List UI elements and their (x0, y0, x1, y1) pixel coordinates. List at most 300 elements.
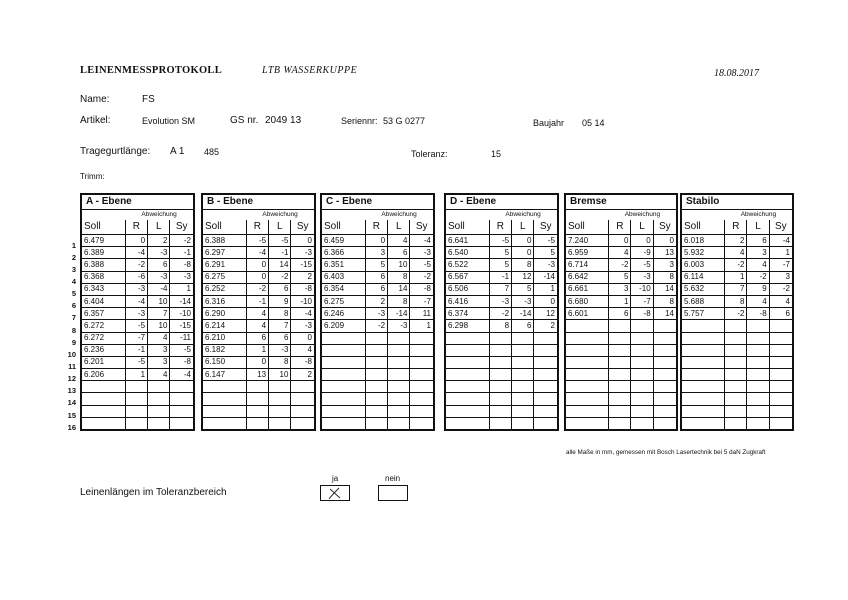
tolerance-value: 15 (491, 149, 502, 159)
table-cell: -3 (534, 259, 558, 271)
column-header: Soll (82, 220, 126, 235)
table-cell: -3 (269, 344, 291, 356)
column-header: Sy (291, 220, 315, 235)
table-cell (489, 393, 511, 405)
table-row (82, 332, 194, 344)
table-cell (682, 344, 725, 356)
table-cell (446, 381, 490, 393)
table-cell: 6.389 (82, 247, 126, 259)
table-row (322, 381, 434, 393)
column-header: Sy (534, 220, 558, 235)
table-cell: 6.354 (322, 283, 366, 295)
table-cell: 8 (512, 259, 534, 271)
table-row (566, 393, 677, 405)
table-cell (246, 405, 268, 417)
column-header: L (512, 220, 534, 235)
table-cell (322, 393, 366, 405)
table-cell: 0 (365, 235, 387, 247)
table-cell: 2 (148, 235, 170, 247)
table-cell (609, 405, 631, 417)
table-cell: -2 (410, 271, 434, 283)
table-cell: -3 (388, 320, 410, 332)
table-cell: -2 (725, 259, 747, 271)
table-cell: 6.003 (682, 259, 725, 271)
table-cell (769, 381, 792, 393)
table-cell (269, 381, 291, 393)
table-cell (410, 417, 434, 429)
table-cell (747, 381, 769, 393)
table-cell: -3 (125, 308, 147, 320)
table-row (203, 332, 315, 344)
table-cell (653, 320, 676, 332)
table-cell: 6.459 (322, 235, 366, 247)
table-row (446, 308, 558, 320)
table-cell: 0 (246, 356, 268, 368)
column-header: Sy (653, 220, 676, 235)
table-cell: 6.388 (82, 259, 126, 271)
table-cell: -11 (170, 332, 194, 344)
ja-checkbox[interactable] (320, 485, 350, 501)
table-row (566, 235, 677, 247)
table-cell: -4 (410, 235, 434, 247)
name-value: FS (142, 94, 155, 105)
table-row (682, 320, 793, 332)
table-cell: 6.214 (203, 320, 247, 332)
table-cell: -10 (631, 283, 653, 295)
column-header: Soll (446, 220, 490, 235)
table-cell (609, 320, 631, 332)
table-cell (322, 332, 366, 344)
table-cell: 14 (388, 283, 410, 295)
year-value: 05 14 (582, 118, 605, 128)
table-cell: -2 (365, 320, 387, 332)
table-cell (769, 356, 792, 368)
table-cell (631, 369, 653, 381)
table-cell (365, 405, 387, 417)
table-row (446, 332, 558, 344)
ja-label: ja (332, 474, 339, 483)
table-cell (725, 369, 747, 381)
deviation-label: Abweichung (365, 210, 433, 221)
column-header: R (609, 220, 631, 235)
nein-label: nein (385, 474, 401, 483)
table-cell (148, 417, 170, 429)
table-cell (246, 417, 268, 429)
table-row (203, 405, 315, 417)
table-row (682, 417, 793, 429)
table-cell (388, 405, 410, 417)
table-cell: 1 (725, 271, 747, 283)
table-row (682, 369, 793, 381)
table-cell: -1 (246, 295, 268, 307)
table-cell: -3 (148, 247, 170, 259)
table-cell: -1 (269, 247, 291, 259)
column-header: Soll (322, 220, 366, 235)
table-cell (769, 320, 792, 332)
table-cell (170, 417, 194, 429)
table-cell: 5.932 (682, 247, 725, 259)
table-cell (631, 320, 653, 332)
table-cell (653, 381, 676, 393)
table-row (446, 344, 558, 356)
row-number: 15 (67, 410, 76, 420)
table-row (682, 295, 793, 307)
table-cell (82, 393, 126, 405)
table-cell: 8 (489, 320, 511, 332)
table-cell: -2 (609, 259, 631, 271)
table-cell (365, 381, 387, 393)
table-cell (609, 369, 631, 381)
table-row (682, 393, 793, 405)
table-cell: 6 (512, 320, 534, 332)
table-cell (269, 393, 291, 405)
table-cell: -3 (631, 271, 653, 283)
table-cell: -8 (410, 283, 434, 295)
table-row (203, 271, 315, 283)
table-cell (747, 344, 769, 356)
table-cell: 6.316 (203, 295, 247, 307)
table-cell: 9 (747, 283, 769, 295)
column-header: R (365, 220, 387, 235)
table-row (682, 247, 793, 259)
table-row (566, 332, 677, 344)
table-cell: 11 (410, 308, 434, 320)
table-cell: 7 (148, 308, 170, 320)
table-cell (534, 381, 558, 393)
nein-checkbox[interactable] (378, 485, 408, 501)
table-row (82, 369, 194, 381)
table-row (203, 295, 315, 307)
table-cell (148, 405, 170, 417)
table-cell: 1 (246, 344, 268, 356)
name-label: Name: (80, 94, 110, 105)
table-cell: 1 (769, 247, 792, 259)
table-row (446, 283, 558, 295)
table-4 (444, 193, 559, 431)
table-cell (322, 369, 366, 381)
table-cell (246, 381, 268, 393)
table-cell: 3 (365, 247, 387, 259)
table-row (322, 417, 434, 429)
table-cell: -7 (125, 332, 147, 344)
table-cell (125, 417, 147, 429)
gs-label: GS nr. (230, 115, 259, 126)
table-cell: 0 (125, 235, 147, 247)
table-cell (410, 405, 434, 417)
table-row (446, 320, 558, 332)
table-cell: -5 (489, 235, 511, 247)
table-cell: -1 (170, 247, 194, 259)
table-cell: 6.368 (82, 271, 126, 283)
table-row (322, 295, 434, 307)
table-cell (203, 405, 247, 417)
table-row (322, 320, 434, 332)
row-number: 1 (71, 240, 76, 250)
table-cell: -14 (534, 271, 558, 283)
table-cell: 6.272 (82, 332, 126, 344)
deviation-label: Abweichung (489, 210, 557, 221)
table-cell (388, 417, 410, 429)
table-cell: -8 (170, 259, 194, 271)
table-cell (125, 381, 147, 393)
table-cell (446, 393, 490, 405)
table-row (566, 381, 677, 393)
column-header: R (125, 220, 147, 235)
table-row (82, 356, 194, 368)
table-cell (446, 332, 490, 344)
table-row (566, 369, 677, 381)
table-cell (682, 393, 725, 405)
table-6 (680, 193, 794, 431)
table-cell (365, 332, 387, 344)
table-cell (489, 344, 511, 356)
table-cell: 6.366 (322, 247, 366, 259)
table-row (203, 417, 315, 429)
table-cell: -5 (125, 320, 147, 332)
column-header: L (388, 220, 410, 235)
table-cell (365, 356, 387, 368)
table-cell (534, 356, 558, 368)
table-cell: 6.567 (446, 271, 490, 283)
table-title: B - Ebene (203, 195, 315, 210)
table-cell (769, 344, 792, 356)
table-cell: 6 (609, 308, 631, 320)
table-cell: -8 (631, 308, 653, 320)
table-row (82, 405, 194, 417)
table-cell: -14 (388, 308, 410, 320)
table-cell: 3 (769, 271, 792, 283)
deviation-label: Abweichung (125, 210, 193, 221)
table-cell: 12 (534, 308, 558, 320)
table-cell: 6.714 (566, 259, 609, 271)
table-cell: 0 (291, 235, 315, 247)
table-cell (609, 332, 631, 344)
table-cell: 0 (534, 295, 558, 307)
row-number: 5 (71, 289, 76, 299)
table-cell (203, 381, 247, 393)
row-number: 2 (71, 252, 76, 262)
table-row (203, 235, 315, 247)
table-cell: 6.479 (82, 235, 126, 247)
table-cell: 13 (653, 247, 676, 259)
table-cell (747, 320, 769, 332)
table-cell (566, 417, 609, 429)
table-cell: 6.018 (682, 235, 725, 247)
table-cell: 6.150 (203, 356, 247, 368)
table-cell (512, 405, 534, 417)
table-cell: -15 (291, 259, 315, 271)
table-cell (769, 405, 792, 417)
table-cell (489, 356, 511, 368)
table-cell (609, 417, 631, 429)
table-cell (653, 405, 676, 417)
table-row (446, 381, 558, 393)
table-cell (148, 393, 170, 405)
table-cell: 3 (609, 283, 631, 295)
table-cell: -7 (631, 295, 653, 307)
table-cell (609, 381, 631, 393)
table-cell (566, 344, 609, 356)
table-5 (564, 193, 678, 431)
table-cell (410, 356, 434, 368)
table-cell: 2 (365, 295, 387, 307)
table-title: A - Ebene (82, 195, 194, 210)
table-cell: -5 (410, 259, 434, 271)
table-cell (388, 369, 410, 381)
table-title: D - Ebene (446, 195, 558, 210)
table-cell (246, 393, 268, 405)
table-row (566, 417, 677, 429)
table-cell: 10 (148, 295, 170, 307)
table-cell: -9 (631, 247, 653, 259)
table-cell (566, 320, 609, 332)
table-row (566, 271, 677, 283)
table-cell: 1 (170, 283, 194, 295)
table-cell (365, 369, 387, 381)
table-cell (653, 393, 676, 405)
table-cell: 6.272 (82, 320, 126, 332)
table-row (322, 332, 434, 344)
table-cell (446, 405, 490, 417)
table-cell: 5.757 (682, 308, 725, 320)
table-cell: -2 (769, 283, 792, 295)
table-cell (631, 381, 653, 393)
table-cell (566, 393, 609, 405)
table-row (446, 356, 558, 368)
table-cell (725, 332, 747, 344)
table-cell: 10 (148, 320, 170, 332)
table-cell (203, 417, 247, 429)
table-cell (725, 417, 747, 429)
table-cell (388, 381, 410, 393)
table-cell: 2 (725, 235, 747, 247)
table-cell: -3 (489, 295, 511, 307)
row-number: 14 (67, 398, 76, 408)
table-cell (512, 417, 534, 429)
table-cell (631, 417, 653, 429)
table-cell: 1 (609, 295, 631, 307)
document-title: LEINENMESSPROTOKOLL (80, 65, 223, 76)
table-row (82, 235, 194, 247)
table-cell (653, 369, 676, 381)
table-row (203, 320, 315, 332)
table-cell (725, 381, 747, 393)
table-cell: 6 (747, 235, 769, 247)
table-cell (534, 369, 558, 381)
row-number: 3 (71, 264, 76, 274)
table-cell: -4 (125, 247, 147, 259)
table-2 (201, 193, 316, 431)
table-cell (769, 332, 792, 344)
table-row (446, 259, 558, 271)
table-cell (203, 393, 247, 405)
table-row (203, 381, 315, 393)
table-cell: 6.182 (203, 344, 247, 356)
table-row (446, 417, 558, 429)
belt-label: Tragegurtlänge: (80, 146, 151, 157)
column-header: L (148, 220, 170, 235)
table-cell: -14 (512, 308, 534, 320)
table-cell: 6 (246, 332, 268, 344)
table-cell: 6.275 (322, 295, 366, 307)
table-cell: -1 (125, 344, 147, 356)
table-row (322, 308, 434, 320)
table-cell: 6.601 (566, 308, 609, 320)
table-cell (566, 356, 609, 368)
table-cell (653, 356, 676, 368)
serial-label: Seriennr: (341, 116, 378, 126)
row-number: 6 (71, 301, 76, 311)
table-cell (534, 417, 558, 429)
table-cell: -5 (534, 235, 558, 247)
table-cell: 0 (609, 235, 631, 247)
table-cell (388, 344, 410, 356)
table-cell: 6 (148, 259, 170, 271)
column-header: R (246, 220, 268, 235)
table-cell: -2 (269, 271, 291, 283)
table-row (682, 356, 793, 368)
row-number: 13 (67, 386, 76, 396)
table-cell (388, 332, 410, 344)
column-header: Soll (203, 220, 247, 235)
table-row (203, 356, 315, 368)
table-row (82, 320, 194, 332)
table-cell: 5.632 (682, 283, 725, 295)
table-row (322, 393, 434, 405)
table-cell: -3 (125, 283, 147, 295)
table-cell: 4 (148, 369, 170, 381)
table-cell (682, 405, 725, 417)
table-cell (148, 381, 170, 393)
table-row (682, 271, 793, 283)
table-cell: -7 (410, 295, 434, 307)
row-number: 11 (68, 362, 76, 371)
table-cell (170, 393, 194, 405)
deviation-label: Abweichung (609, 210, 677, 221)
table-row (82, 381, 194, 393)
table-row (203, 369, 315, 381)
row-number: 7 (71, 313, 76, 323)
table-cell (534, 332, 558, 344)
table-cell (446, 417, 490, 429)
table-row (322, 259, 434, 271)
table-cell: 2 (534, 320, 558, 332)
table-cell (291, 417, 315, 429)
table-row (566, 247, 677, 259)
table-cell (747, 417, 769, 429)
table-cell (566, 381, 609, 393)
table-cell: 4 (246, 308, 268, 320)
table-cell (365, 417, 387, 429)
table-row (682, 344, 793, 356)
table-3 (320, 193, 435, 431)
row-number: 8 (71, 325, 76, 335)
table-cell: 7.240 (566, 235, 609, 247)
table-cell (512, 356, 534, 368)
table-cell (322, 417, 366, 429)
table-cell (512, 332, 534, 344)
table-cell (769, 417, 792, 429)
tolerance-statement: Leinenlängen im Toleranzbereich (80, 487, 227, 498)
table-cell (631, 393, 653, 405)
table-row (566, 356, 677, 368)
table-cell: -5 (246, 235, 268, 247)
table-cell (170, 405, 194, 417)
deviation-label: Abweichung (725, 210, 793, 221)
table-cell: -1 (489, 271, 511, 283)
table-cell (725, 320, 747, 332)
table-cell (322, 405, 366, 417)
